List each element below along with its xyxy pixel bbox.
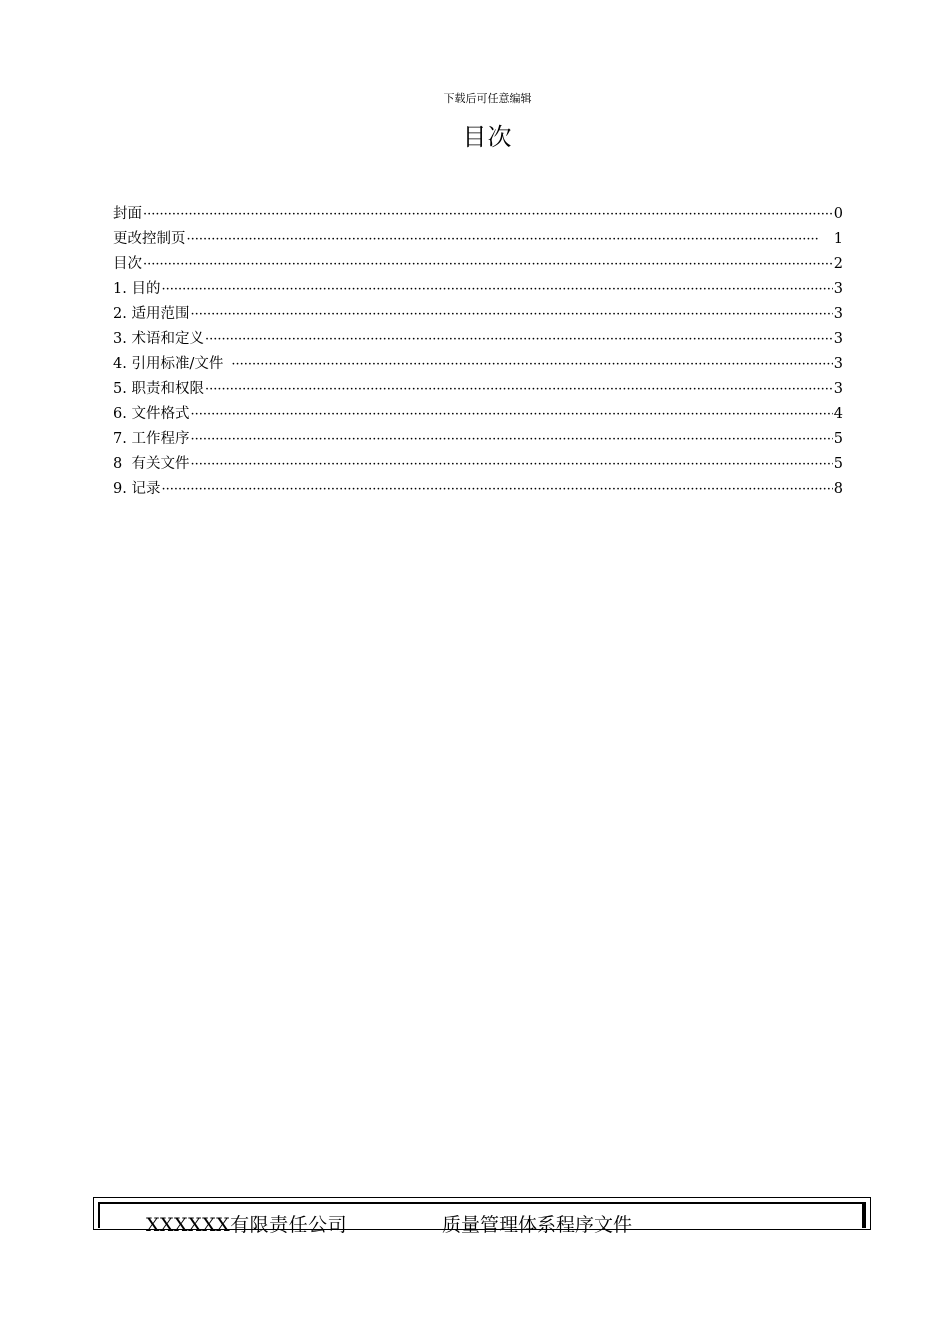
toc-entry-label: 3. 术语和定义 xyxy=(113,331,204,347)
toc-entry-page: 3 xyxy=(833,356,843,372)
footer-frame xyxy=(93,1197,871,1236)
table-of-contents xyxy=(113,202,843,502)
toc-entry-page: 5 xyxy=(833,456,843,472)
toc-entry-label: 8 有关文件 xyxy=(113,456,190,472)
toc-entry-label: 5. 职责和权限 xyxy=(113,381,204,397)
toc-entry-label: 1. 目的 xyxy=(113,281,161,297)
toc-entry-label: 9. 记录 xyxy=(113,481,161,497)
toc-entry-page: 4 xyxy=(833,406,843,422)
page-title: 目次 xyxy=(462,123,513,151)
toc-leader-dots xyxy=(190,452,832,477)
toc-leader-dots xyxy=(143,252,833,277)
toc-leader-dots xyxy=(231,352,832,377)
toc-entry-page: 3 xyxy=(833,381,843,397)
toc-entry-page: 3 xyxy=(833,306,843,322)
toc-entry[interactable] xyxy=(113,202,843,227)
toc-entry[interactable] xyxy=(113,377,843,402)
toc-entry-page: 3 xyxy=(833,281,843,297)
toc-entry[interactable] xyxy=(113,327,843,352)
toc-leader-dots xyxy=(143,202,833,227)
toc-leader-dots xyxy=(187,227,820,252)
toc-leader-dots xyxy=(205,327,833,352)
toc-entry[interactable] xyxy=(113,452,843,477)
header-note: 下载后可任意编辑 xyxy=(443,92,532,105)
toc-entry[interactable] xyxy=(113,227,843,252)
toc-entry[interactable] xyxy=(113,252,843,277)
toc-entry-label: 2. 适用范围 xyxy=(113,306,190,322)
toc-entry-label: 6. 文件格式 xyxy=(113,406,190,422)
toc-leader-dots xyxy=(161,277,832,302)
footer-company-name: XXXXXX有限责任公司 xyxy=(146,1214,348,1236)
toc-entry-page: 8 xyxy=(833,481,843,497)
footer-inner-frame xyxy=(98,1202,866,1236)
toc-leader-dots xyxy=(205,377,833,402)
toc-entry-label: 目次 xyxy=(113,256,142,272)
toc-entry-page: 2 xyxy=(833,256,843,272)
toc-entry-label: 4. 引用标准/文件 xyxy=(113,356,224,372)
toc-entry[interactable] xyxy=(113,477,843,502)
toc-entry[interactable] xyxy=(113,302,843,327)
toc-entry-label: 更改控制页 xyxy=(113,231,186,247)
toc-leader-dots xyxy=(190,427,832,452)
toc-entry-label: 封面 xyxy=(113,206,142,222)
toc-leader-dots xyxy=(161,477,832,502)
toc-entry[interactable] xyxy=(113,427,843,452)
toc-leader-dots xyxy=(190,402,832,427)
footer-document-type: 质量管理体系程序文件 xyxy=(442,1214,633,1236)
toc-entry[interactable] xyxy=(113,277,843,302)
toc-entry[interactable] xyxy=(113,402,843,427)
toc-entry[interactable] xyxy=(113,352,843,377)
toc-entry-page: 3 xyxy=(833,331,843,347)
toc-entry-page: 1 xyxy=(833,231,843,247)
toc-leader-dots xyxy=(190,302,832,327)
toc-entry-page: 5 xyxy=(833,431,843,447)
toc-entry-page: 0 xyxy=(833,206,843,222)
toc-entry-label: 7. 工作程序 xyxy=(113,431,190,447)
